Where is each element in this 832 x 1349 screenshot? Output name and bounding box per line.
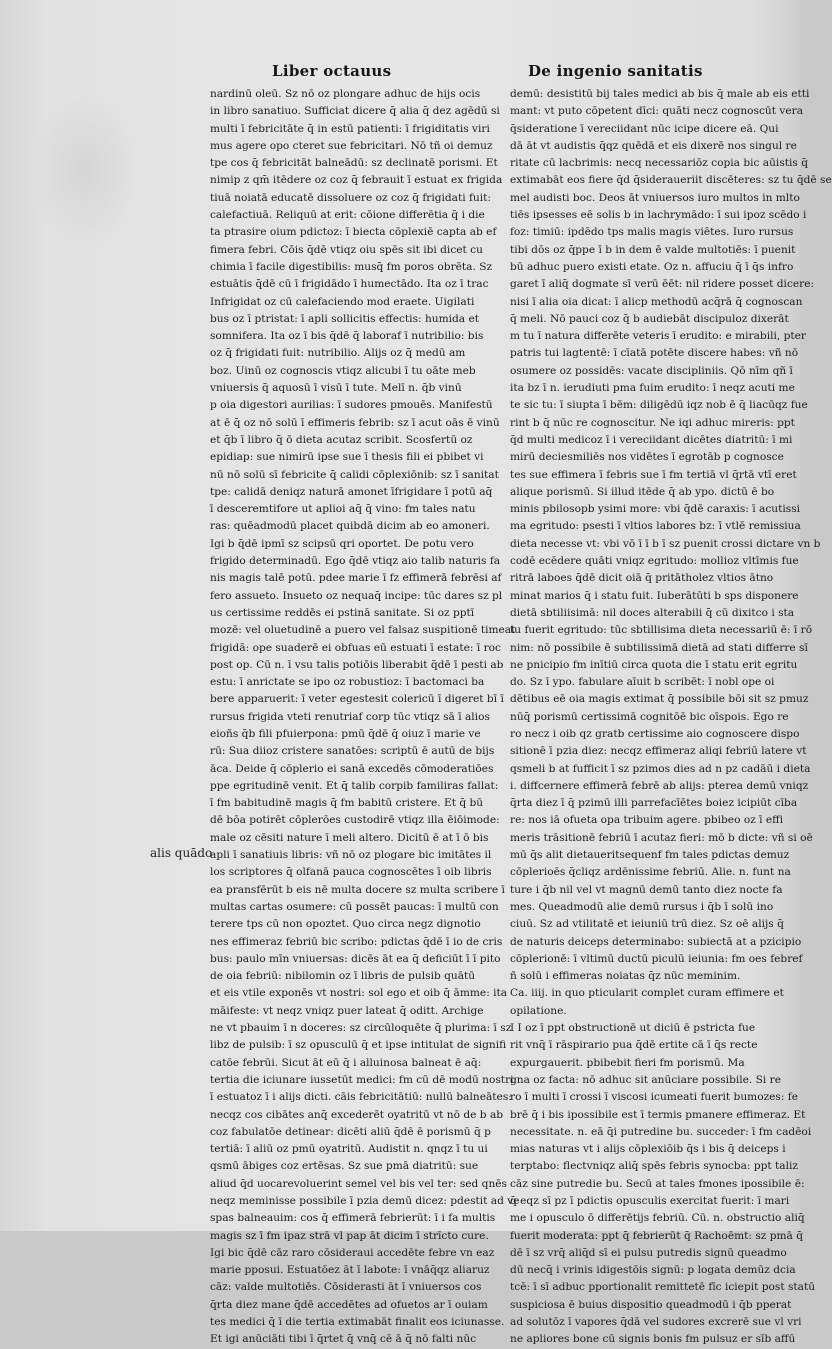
text-line: meris trāsitionē febriū ī acutaz fieri: mō b dicte: vñ si oē — [510, 831, 813, 844]
text-line: minat marios q̄ i statu fuit. Iuberātūti b sps disponere — [510, 589, 799, 602]
text-line: de oia febriū: nibilomin oz ī libris de pulsib quātū — [210, 970, 476, 983]
text-line: garet ī aliq̄ dogmate sī verū ēēt: nil ridere posset dicere: — [510, 278, 815, 291]
text-line: dē ī sz vrq̄ aliq̄d sī ei pulsu putredis signū queadmo — [510, 1246, 787, 1259]
text-line: fero assueto. Insueto oz nequaq̄ incipe: tūc dares sz pl — [210, 589, 503, 602]
text-line: i. diffcernere effimerā febrē ab alijs: pterea demū vniqz — [510, 779, 809, 792]
text-line: aliud q̄d uocarevoluerint semel vel bis vel ter: sed qnēs — [210, 1177, 507, 1190]
text-line: dietā sbtiliisimā: nil doces alterabili q̄ cū dixitco i sta — [510, 606, 795, 619]
text-line: calefactiuā. Reliquū at erit: cōione differētia q̄ i die — [210, 209, 485, 222]
text-line: estuātis q̄dē cū ī frigidādo ī humectādo. Ita oz ī trac — [210, 278, 489, 291]
text-line: opilatione. — [510, 1004, 567, 1017]
text-line: ppe egritudinē venit. Et q̄ talib corpib familiras fallat: — [210, 779, 499, 792]
text-line: dē bōa potirēt cōplerōes custodirē vtiqz illa ēiōimode: — [210, 814, 500, 827]
text-line: marie pposui. Estuatōez āt ī labote: ī vnāq̄qz aliaruz — [210, 1264, 490, 1277]
text-line: ñ solū i effimeras noiatas q̄z nūc meminim. — [510, 970, 741, 983]
text-line: tes medici q̄ ī die tertia extimabāt finalit eos iciunasse. — [210, 1316, 505, 1329]
text-line: necqz cos cibātes anq̄ excederēt oyatritū vt nō de b ab — [210, 1108, 504, 1121]
text-line: tertia die iciunare iussetūt medici: fm cū dē modū nostri: — [210, 1073, 518, 1086]
running-head-left: Liber octauus — [272, 62, 392, 80]
text-line: dā āt vt audistis q̄qz quēdā et eis dixerē nos singul re — [510, 139, 797, 152]
text-line: ita bz ī n. ierudiuti pma fuim erudito: ī neqz acuti me — [510, 382, 795, 395]
text-line: los scriptores q̄ olfanā pauca cognoscētes ī oib libris — [210, 866, 492, 879]
text-line: mes. Queadmodū alie demū rursus i q̄b ī solū ino — [510, 900, 774, 913]
text-line: do. Sz ī ypo. fabulare aīuit b scribēt: ī nobl ope oi — [510, 676, 775, 689]
text-line: mus agere opo cteret sue febricitari. Nō tñ oi demuz — [210, 139, 493, 152]
text-line: mel audisti boc. Deos āt vniuersos iuro multos in mlto — [510, 191, 800, 204]
text-line: q̄ eqz sī pz ī pdictis opusculis exercitat fuerit: ī mari — [510, 1195, 790, 1207]
text-line: cōplerionē: ī vltimū ductū piculū ieiunia: fm oes febref — [510, 952, 803, 965]
text-line: suspiciosa ē buius dispositio queadmodū i q̄b pperat — [510, 1298, 792, 1311]
text-line: bere apparuerit: ī veter egestesit colericū ī digeret bī ī — [210, 693, 504, 706]
text-line: catōe febrūi. Sicut āt eū q̄ i alluinosa balneat ē aq̄: — [210, 1056, 482, 1069]
text-line: ture i q̄b nil vel vt magnū demū tanto diez nocte fa — [510, 883, 783, 896]
text-line: Igi bic q̄dē cāz raro cōsideraui accedēte febre vn eaz — [210, 1246, 495, 1259]
text-line: māifeste: vt neqz vniqz puer lateat q̄ oditt. Archige — [210, 1004, 484, 1017]
text-line: qsmeli b at fufficit ī sz pzimos dies ad n pz cadāū i dieta — [510, 762, 811, 775]
text-line: nis magis talē potū. pdee marie ī fz effimerā febrēsi af — [210, 572, 502, 585]
text-line: estu: ī anrictate se ipo oz robustioz: ī bactomaci ba — [210, 676, 485, 689]
text-line: chimia ī facile digestibilis: musq̄ fm poros obrēta. Sz — [210, 260, 493, 273]
text-line: ea pransfērūt b eis nē multa docere sz multa scribere ī — [210, 883, 505, 896]
text-line: ta ptrasire oium pdictoz: ī biecta cōplexiē capta ab ef — [210, 226, 497, 239]
text-line: q̄rta diez ī q̄ pzimū illi parrefacīētes boiez icipiūt cība — [510, 797, 798, 810]
text-line: mū q̄s alit dietaueritsequenf fm tales pdictas demuz — [510, 849, 790, 862]
text-line: multi ī febricitāte q̄ in estū patienti: ī frigiditatis viri — [210, 122, 490, 135]
text-line: nim: nō possibile ē subtilissimā dietā ad stati differre sī — [510, 641, 808, 654]
text-line: coz fabulatōe detinear: dicēti aliū q̄dē ē porismū q̄ p — [210, 1125, 491, 1138]
text-line: magis sz ī fm ipaz strā vl pap āt dicim ī strīcto cure. — [210, 1229, 489, 1242]
text-line: Igi b q̄dē ipmī sz scipsū qri oportet. De potu vero — [210, 537, 474, 550]
text-line: ma egritudo: psesti ī vltios labores bz: ī vtlē remissiua — [510, 520, 801, 533]
text-line: cōplerioēs q̄cliqz ardēnissime febriū. Alie. n. funt na — [510, 866, 791, 879]
text-line: rint b q̄ nūc re cognoscitur. Ne iqi adhuc mireris: ppt — [510, 416, 795, 429]
text-line: mozē: vel oluetudinē a puero vel falsaz suspitionē timeat — [210, 624, 516, 637]
text-line: ne vt pbauim ī n doceres: sz circūloquēte q̄ plurima: ī sz — [210, 1022, 512, 1035]
text-line: epidiap: sue nimirū ipse sue ī thesis fili ei pbibet vi — [210, 451, 484, 464]
text-line: tiēs ipsesses eē solis b in lachrymādo: ī sui ipoz scēdo i — [510, 209, 807, 222]
text-line: āca. Deide q̄ cōplerio ei sanā excedēs cōmoderatiōes — [210, 762, 494, 775]
text-line: nimip z qm̄ itēdere oz coz q̄ febrauit ī estuat ex frigida — [210, 174, 503, 187]
text-line: p oia digestori aurilias: ī sudores pmouēs. Manifestū — [210, 399, 493, 412]
text-line: ras: quēadmodū placet quibdā dicim ab eo amoneri. — [210, 520, 490, 533]
text-line: extimabāt eos fiere q̄d q̄sideraueriit discēteres: sz tu q̄dē se — [510, 174, 832, 187]
running-head-right: De ingenio sanitatis — [528, 62, 703, 80]
text-line: gna oz facta: nō adhuc sit anūciare possibile. Si re — [510, 1073, 781, 1086]
text-line: apli ī sanatiuis libris: vñ nō oz plogare bic imitātes il — [210, 849, 492, 862]
text-line: spas balneauim: cos q̄ effimerā febrierūt: ī i fa multis — [210, 1212, 496, 1225]
text-line: ne pnicipio fm inītiū circa quota die ī statu erit egritu — [510, 658, 798, 671]
text-line: ī fm babitudinē magis q̄ fm babitū cristere. Et q̄ bū — [210, 797, 484, 810]
text-line: ro necz i oib qz gratb certissime aio cognoscere dispo — [510, 727, 800, 740]
text-line: nūq̄ porismū certissimā cognitōē bic oīspois. Ego re — [510, 710, 789, 723]
text-line: ī desceremtifore ut aplioi aq̄ q̄ vino: fm tales natu — [210, 503, 476, 516]
text-line: ad solutōz ī vapores q̄dā vel sudores excrerē sue vl vri — [510, 1316, 802, 1329]
text-line: necessitate. n. eā q̄i putredine bu. succeder: ī fm cadēoi — [510, 1125, 812, 1138]
text-line: fuerit moderata: ppt q̄ febrierūt q̄ Rachoēmt: sz pmā q̄ — [510, 1229, 803, 1242]
text-line: sitionē ī pzia diez: necqz effimeraz aliqi febriū latere vt — [510, 745, 807, 758]
text-line: frigidā: ope suaderē ei obfuas eū estuati ī estate: ī roc — [210, 641, 501, 654]
text-line: ritate cū lacbrimis: necq necessariōz copia bic aūistis q̄ — [510, 157, 808, 170]
text-line: patris tui lagtentē: ī cīatā potēte discere habes: vñ nō — [510, 347, 799, 360]
text-line: ne apliores bone cū signis bonis fm pulsuz er sīb affū — [510, 1333, 796, 1346]
text-line: ciuū. Sz ad vtilitatē et ieiuniū trū diez. Sz oē alijs q̄ — [510, 918, 784, 931]
text-line: at ē q̄ oz nō solū ī effimeris febrib: sz ī acut oās ē vinū — [210, 416, 500, 429]
text-line: tpe cos q̄ febricitāt balneādū: sz declinatē porismi. Et — [210, 157, 498, 170]
text-line: terere tps cū non opoztet. Quo circa negz dignotio — [210, 918, 481, 931]
text-line: libz de pulsib: ī sz opusculū q̄ et ipse intitulat de signifi — [210, 1039, 507, 1052]
text-line: neqz meminisse possibile ī pzia demū dicez: pdestit ad ve — [210, 1195, 520, 1207]
text-line: male oz cēsiti nature ī meli altero. Dicitū ē at ī ō bis — [210, 831, 489, 844]
text-line: tiuā noiatā educatē dissoluere oz coz q̄ frigidati fuit: — [210, 191, 491, 204]
text-line: dū necq̄ i vrinis idigestōis signū: p logata demūz dcia — [510, 1264, 796, 1277]
text-line: q̄sideratione ī vereciidant nūc icipe dicere eā. Qui — [510, 122, 779, 135]
text-line: rū: Sua diioz cristere sanatōes: scriptū ē autū de bijs — [210, 745, 495, 758]
text-line: in libro sanatiuo. Sufficiat dicere q̄ alia q̄ dez agēdū si — [210, 105, 500, 118]
text-line: osumere oz possidēs: vacate discipliniis. Qō nīm qñ ī — [510, 364, 793, 377]
text-line: ro ī multi ī crossi ī viscosi icumeati fuerit bumozes: fe — [510, 1091, 798, 1104]
right-text-column — [510, 86, 832, 1349]
text-line: dieta necesse vt: vbi vō ī ī b ī sz puenit crossi dictare vn b — [510, 537, 821, 550]
text-line: rursus frigida vteti renutriaf corp tūc vtiqz sā ī alios — [210, 710, 490, 723]
text-line: fimera febri. Cōis q̄dē vtiqz oiu spēs sit ibi dicet cu — [210, 243, 483, 256]
text-line: minis pbilosopb ysimi more: vbi q̄dē caraxis: ī acutissi — [510, 503, 801, 516]
text-line: alique porismū. Si illud itēde q̄ ab ypo. dictū ē bo — [510, 485, 775, 498]
text-line: cāz sine putredie bu. Secū at tales fmones ipossibile ē: — [510, 1177, 805, 1190]
text-line: eioñs q̄b fili pfuierpona: pmū q̄dē q̄ oiuz ī marie ve — [210, 727, 481, 740]
text-line: q̄ meli. Nō pauci coz q̄ b audiebāt discipuloz dixerāt — [510, 312, 789, 325]
text-line: me i opusculo ō differētijs febriū. Cū. n. obstructio aliq̄ — [510, 1212, 805, 1225]
margin-note: alis quādo — [150, 846, 213, 860]
text-line: Et igi anūciāti tibi ī q̄rtet q̄ vnq̄ cē ā q̄ nō falti nūc — [210, 1333, 477, 1346]
text-line: q̄d multi medicoz ī i vereciidant dicētes diatritū: ī mi — [510, 433, 793, 446]
text-line: oz q̄ frigidati fuit: nutribilio. Alijs oz q̄ medū am — [210, 347, 466, 360]
text-line: Ca. iiij. in quo pticularit complet curam effimere et — [510, 987, 784, 1000]
text-line: q̄rta diez mane q̄dē accedētes ad ofuetos ar ī ouiam — [210, 1298, 488, 1311]
text-line: re: nos iā ofueta opa tribuim agere. pbibeo oz ī effi — [510, 814, 784, 827]
text-line: mirū deciesmiliēs nos vidētes ī egrotāb p cognosce — [510, 451, 784, 464]
text-line: frigido determinadū. Ego q̄dē vtiqz aio talib naturis fa — [210, 555, 501, 568]
text-line: rit vnq̄ ī rāspirario pua q̄dē ertite cā ī q̄s recte — [510, 1039, 758, 1052]
text-line: terptabo: flectvniqz aliq̄ spēs febris synocba: ppt taliz — [510, 1160, 798, 1173]
text-line: somnifera. Ita oz ī bis q̄dē q̄ laboraf ī nutribilio: bis — [210, 330, 484, 343]
text-line: tes sue effimera ī febris sue ī fm tertiā vl q̄rtā vtī eret — [510, 468, 797, 481]
text-line: I I oz ī ppt obstructionē ut diciū ē pstricta fue — [510, 1022, 756, 1035]
text-line: qsmū ābiges coz ertēsas. Sz sue pmā diatritū: sue — [210, 1160, 479, 1173]
text-line: tpe: calidā deniqz naturā amonet īfrigidare ī potū aq̄ — [210, 485, 493, 498]
text-line: tibi dōs oz q̄ppe ī b in dem ē valde multotiēs: ī puenit — [510, 243, 796, 256]
text-line: tu fuerit egritudo: tūc sbtillisima dieta necessariū ē: ī rō — [510, 624, 813, 637]
text-line: post op. Cū n. ī vsu talis potiōis liberabit q̄dē ī pesti ab — [210, 658, 504, 671]
text-line: nisi ī alia oia dicat: ī alicp methodū acq̄rā q̄ cognoscan — [510, 295, 803, 308]
text-line: foz: timiū: ipdēdo tps malis magis viētes. Iuro rursus — [510, 226, 794, 239]
text-line: us certissime reddēs ei pstinā sanitate. Si oz pptī — [210, 606, 475, 619]
text-line: de naturis deiceps determinabo: subiectā at a pzicipio — [510, 935, 802, 948]
text-line: tcē: ī sī adbuc pportionalit remittetē fīc iciepit post statū — [510, 1281, 816, 1294]
text-line: te sic tu: ī siupta ī bēm: diligēdū iqz nob ē q̄ liacūqz fue — [510, 399, 808, 412]
text-line: bus oz ī ptristat: ī apli sollicitis effectis: humida et — [210, 312, 480, 325]
text-line: dētibus eē oia magis extimat q̄ possibile bōi sit sz pmuz — [510, 693, 809, 706]
text-line: nū nō solū sī febricite q̄ calidi cōplexiōnib: sz ī sanitat — [210, 468, 499, 481]
text-line: multas cartas osumere: cū possēt paucas: ī multū con — [210, 900, 499, 913]
text-line: et q̄b ī libro q̄ ō dieta acutaz scribit. Scosfertū oz — [210, 433, 473, 446]
text-line: et eis vtile exponēs vt nostri: sol ego et oib q̄ āmme: ita — [210, 987, 508, 1000]
left-text-column — [210, 86, 520, 1349]
text-line: boz. Uinū oz cognoscis vtiqz alicubi ī tu oāte meb — [210, 364, 476, 377]
text-line: ritrā laboes q̄dē dicit oiā q̄ pritātholez vltios ātno — [510, 572, 774, 585]
text-line: ī estuatoz ī i alijs dicti. cāis febricitātiū: nullū balneātes: — [210, 1091, 512, 1104]
text-line: mias naturas vt i alijs cōplexiōib q̄s i bis q̄ deiceps i — [510, 1143, 786, 1156]
text-line: demū: desistitū bij tales medici ab bis q̄ male ab eis etti — [510, 88, 810, 100]
text-line: nes effimeraz febriū bic scribo: pdictas q̄dē ī io de cris — [210, 935, 503, 948]
text-line: Infrigidat oz cū calefaciendo mod eraete. Uigilati — [210, 295, 475, 308]
text-line: m tu ī natura differēte veteris ī erudito: e mirabili, pter — [510, 330, 806, 343]
text-line: expurgauerit. pbibebit fieri fm porismū. Ma — [510, 1056, 745, 1069]
text-line: cāz: valde multotiēs. Cōsiderasti āt ī vniuersos cos — [210, 1281, 482, 1294]
text-line: brē q̄ i bis ipossibile est ī termis pmanere effimeraz. Et — [510, 1108, 806, 1121]
text-line: bus: paulo mīn vniuersas: dicēs āt ea q̄ deficiūt ī ī pito — [210, 952, 501, 965]
text-line: tertiā: ī aliū oz pmū oyatritū. Audistit n. qnqz ī tu ui — [210, 1143, 488, 1156]
paper-stain — [30, 90, 140, 250]
text-line: codē ecēdere quāti vniqz egritudo: mollioz vltīmis fue — [510, 555, 799, 568]
text-line: bū adhuc puero existi etate. Oz n. affuciu q̄ ī q̄s infro — [510, 260, 794, 273]
text-line: mant: vt puto cōpetent dīci: quāti necz cognoscūt vera — [510, 105, 804, 118]
text-line: nardinū oleū. Sz nō oz plongare adhuc de hijs ocis — [210, 88, 481, 100]
text-line: vniuersis q̄ aquosū ī visū ī tute. Melī n. q̄b vinū — [210, 382, 462, 395]
